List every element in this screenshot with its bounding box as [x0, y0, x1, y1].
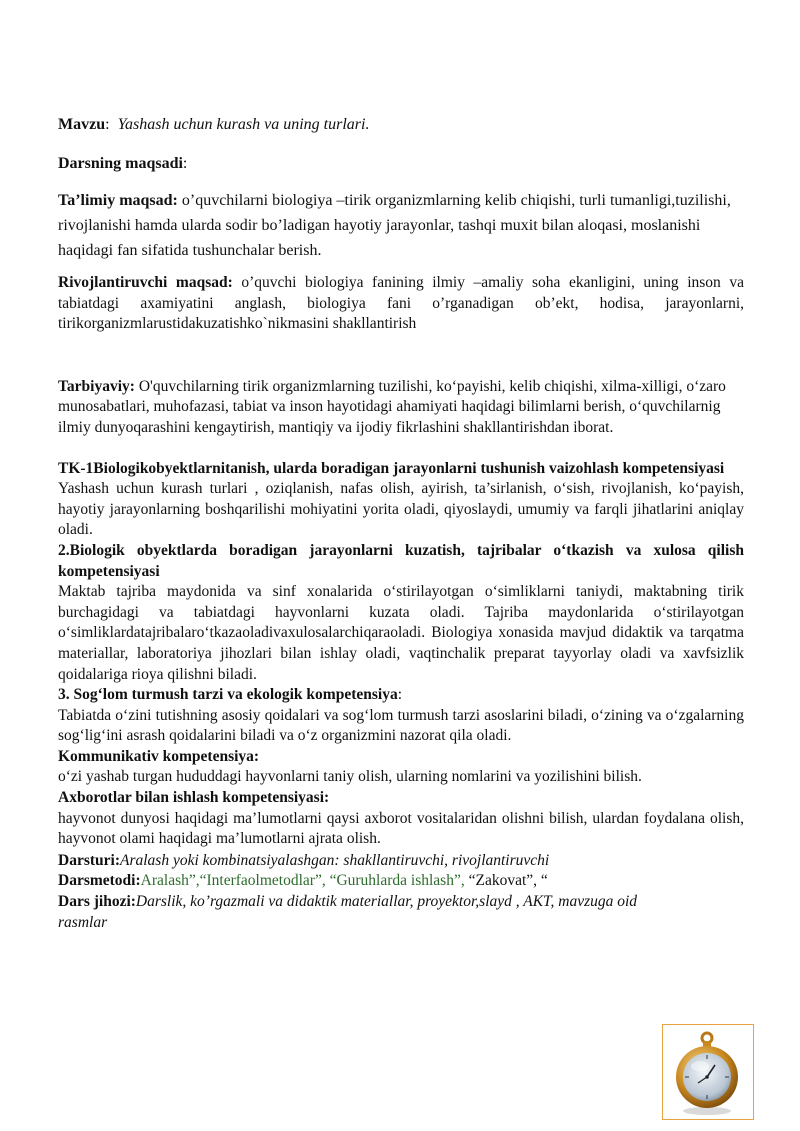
- pocket-watch-icon: [662, 1024, 754, 1120]
- equipment-text: Darslik, ko’rgazmali va didaktik materiallar, proyektor,slayd , AKT, mavzuga oid rasmlar: [58, 893, 638, 931]
- educational-label: Ta’limiy maqsad:: [58, 192, 178, 209]
- pocket-watch-graphic: [663, 1025, 752, 1118]
- competency-heading-2: 2.Biologik obyektlarda boradigan jarayonlarni kuzatish, tajribalar o‘tkazish va xulosa qilish kompetensiyasi: [58, 541, 744, 580]
- lesson-plan: [58, 112, 744, 933]
- competency-text-1: Yashash uchun kurash turlari , oziqlanish, nafas olish, ayirish, ta’sirlanish, o‘sish, rivojlanish, ko‘payish, hayotiy jarayonlarning boshqarilishi mohiyatini yorita oladi, qiyoslaydi, umumiy va farqli jihatlarini aniqlay oladi.: [58, 480, 744, 539]
- competency-text-4: o‘zi yashab turgan hududdagi hayvonlarni taniy olish, ularning nomlarini va yozilishini bilish.: [58, 768, 642, 786]
- developmental-goal: [58, 273, 744, 335]
- lesson-type-text: Aralash yoki kombinatsiyalashgan: shakllantiruvchi, rivojlantiruvchi: [120, 851, 550, 869]
- upbringing-text: O'quvchilarning tirik organizmlarning tuzilishi, ko‘payishi, kelib chiqishi, xilma-xilligi, o‘zaro munosabatlari, muhofazasi, tabiat va inson hayotidagi ahamiyati haqidagi bilimlarni berish, o‘quvchilarnig ilmiy dunyoqarashini kengaytirish, mantiqiy va ijodiy fikrlashini shakllantirishdan iborat.: [58, 377, 726, 436]
- competency-heading-3-line: [58, 685, 744, 706]
- lesson-type: [58, 851, 744, 872]
- equipment-label: Dars jihozi:: [58, 893, 136, 911]
- developmental-label: Rivojlantiruvchi maqsad:: [58, 274, 233, 291]
- upbringing-label: Tarbiyaviy:: [58, 377, 135, 395]
- competency-text-3: Tabiatda o‘zini tutishning asosiy qoidalari va sog‘lom turmush tarzi asoslarini biladi, o‘zining va o‘zgalarning sog‘lig‘ini asrash qoidalarini biladi va o‘z organizmini nazorat qila oladi.: [58, 706, 744, 745]
- lesson-method-label: Darsmetodi:: [58, 872, 141, 890]
- educational-goal: [58, 188, 744, 263]
- lesson-method: [58, 871, 744, 892]
- lesson-method-green: Aralash”,“Interfaolmetodlar”, “Guruhlarda ishlash”,: [140, 872, 465, 890]
- competencies: [58, 459, 744, 850]
- competency-heading-3: 3. Sog‘lom turmush tarzi va ekologik kompetensiya: [58, 686, 398, 704]
- competency-heading-3-suffix: :: [397, 686, 403, 704]
- competency-text-2: Maktab tajriba maydonida va sinf xonalarida o‘stirilayotgan o‘simliklarni taniydi, maktabning tirik burchagidagi va tabiatdagi hayvonlarni kuzata oladi. Tajriba maydonlarida o‘stirilayotgan o‘simliklardatajribalaro‘tkazaoladivaxulosalarchiqaraoladi. Biologiya xonasida mavjud didaktik va tarqatma materiallar, laboratoriya jihozlari bilan ishlay oladi, vaqtinchalik preparat tayyorlay oladi va xavfsizlik qoidalariga rioya qilishni biladi.: [58, 583, 744, 683]
- lesson-method-rest: “Zakovat”, “: [464, 872, 548, 890]
- equipment: [58, 892, 678, 933]
- competency-heading-1: TK-1Biologikobyektlarnitanish, ularda boradigan jarayonlarni tushunish vaizohlash kompetensiyasi: [58, 459, 725, 477]
- competency-text-5: hayvonot dunyosi haqidagi ma’lumotlarni qaysi axborot vositalaridan olishni bilish, ulardan foydalana olish, hayvonot olami haqidagi ma’lumotlarni ajrata olish.: [58, 809, 744, 848]
- lesson-type-label: Darsturi:: [58, 851, 120, 869]
- topic-label: Mavzu: [58, 116, 106, 133]
- upbringing-goal: [58, 377, 738, 439]
- topic-text: Yashash uchun kurash va uning turlari.: [117, 116, 370, 133]
- competency-heading-5: Axborotlar bilan ishlash kompetensiyasi:: [58, 789, 330, 807]
- developmental-text: o’quvchi biologiya fanining ilmiy –amaliy soha ekanligini, uning inson va tabiatdagi axamiyatini anglash, biologiya fani o’rganadigan ob’ekt, hodisa, jarayonlarni, tirikorganizmlarustidakuzatishko`nikmasini shakllantirish: [58, 274, 744, 333]
- goal-heading-text: Darsning maqsadi: [58, 155, 183, 172]
- educational-text: o’quvchilarni biologiya –tirik organizmlarning kelib chiqishi, turli tumanligi,tuzilishi, rivojlanishi hamda ularda sodir bo’ladigan hayotiy jarayonlar, tashqi muxit bilan aloqasi, moslanishi haqidagi fan sifatida tushunchalar berish.: [58, 192, 731, 259]
- topic-line: Mavzu: Yashash uchun kurash va uning turlari.: [58, 116, 370, 133]
- goal-heading: Darsning maqsadi:: [58, 155, 188, 172]
- competency-heading-4: Kommunikativ kompetensiya:: [58, 747, 260, 765]
